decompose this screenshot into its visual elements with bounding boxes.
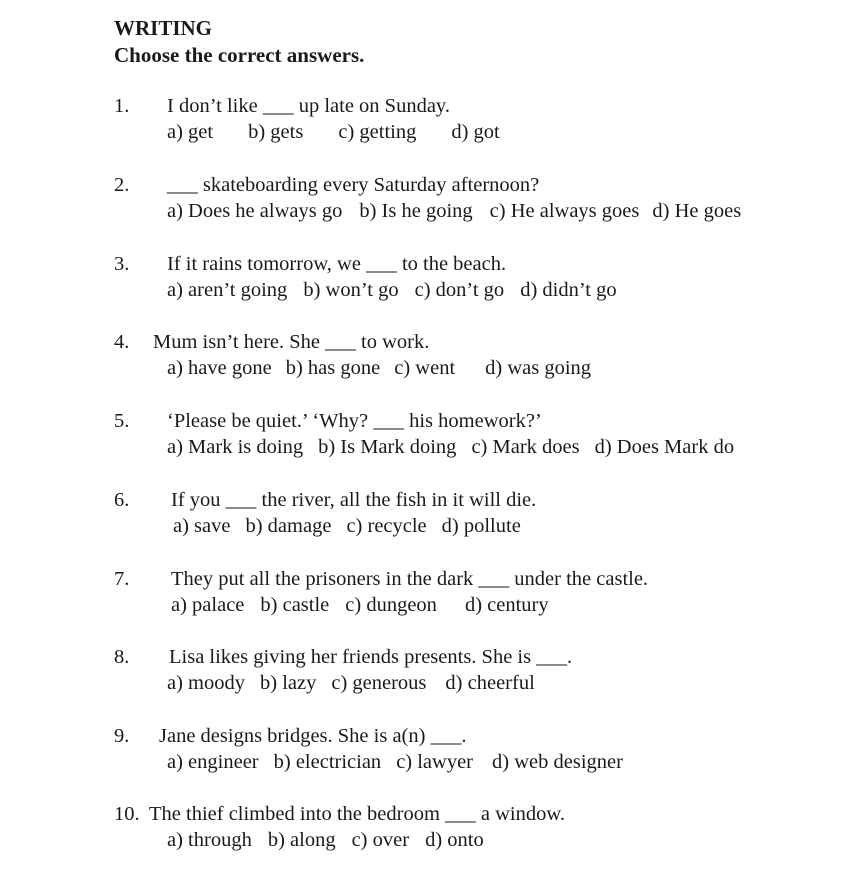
question-3 bbox=[0, 254, 854, 314]
question-text: If you ___ the river, all the fish in it will die. bbox=[171, 489, 537, 511]
option-c[interactable]: c) went bbox=[394, 357, 456, 379]
option-a[interactable]: a) get bbox=[167, 121, 214, 143]
option-c[interactable]: c) generous bbox=[331, 672, 427, 694]
question-4 bbox=[0, 332, 854, 392]
question-text: ‘Please be quiet.’ ‘Why? ___ his homework?’ bbox=[167, 410, 542, 432]
option-d[interactable]: d) cheerful bbox=[445, 672, 535, 694]
question-number: 10. bbox=[114, 803, 140, 825]
option-b[interactable]: b) Is Mark doing bbox=[318, 436, 457, 458]
option-c[interactable]: c) dungeon bbox=[345, 594, 437, 616]
question-number: 2. bbox=[114, 174, 130, 196]
option-a[interactable]: a) Does he always go bbox=[167, 200, 343, 222]
answer-options bbox=[167, 752, 623, 773]
option-b[interactable]: b) along bbox=[267, 829, 336, 851]
option-c[interactable]: c) He always goes bbox=[489, 200, 640, 222]
option-b[interactable]: b) damage bbox=[245, 515, 332, 537]
option-d[interactable]: d) He goes bbox=[652, 200, 742, 222]
question-number: 4. bbox=[114, 331, 130, 353]
answer-options bbox=[167, 830, 484, 851]
answer-options bbox=[167, 280, 617, 301]
option-b[interactable]: b) castle bbox=[260, 594, 330, 616]
answer-options bbox=[167, 437, 734, 458]
question-number: 6. bbox=[114, 489, 130, 511]
option-d[interactable]: d) web designer bbox=[492, 751, 623, 773]
option-b[interactable]: b) gets bbox=[248, 121, 304, 143]
question-text: I don’t like ___ up late on Sunday. bbox=[167, 95, 450, 117]
option-a[interactable]: a) save bbox=[173, 515, 231, 537]
option-a[interactable]: a) through bbox=[167, 829, 252, 851]
option-c[interactable]: c) getting bbox=[338, 121, 417, 143]
answer-options bbox=[167, 673, 535, 694]
question-text: They put all the prisoners in the dark ___ under the castle. bbox=[171, 568, 649, 590]
option-c[interactable]: c) over bbox=[351, 829, 410, 851]
option-d[interactable]: d) Does Mark do bbox=[594, 436, 735, 458]
option-b[interactable]: b) electrician bbox=[273, 751, 382, 773]
option-c[interactable]: c) Mark does bbox=[471, 436, 580, 458]
question-5 bbox=[0, 411, 854, 471]
question-text: ___ skateboarding every Saturday afternoon? bbox=[167, 174, 540, 196]
answer-options bbox=[167, 358, 591, 379]
question-7 bbox=[0, 569, 854, 629]
option-d[interactable]: d) pollute bbox=[441, 515, 521, 537]
option-c[interactable]: c) recycle bbox=[346, 515, 427, 537]
question-10 bbox=[0, 804, 854, 864]
question-8 bbox=[0, 647, 854, 707]
question-text: Lisa likes giving her friends presents. She is ___. bbox=[169, 646, 573, 668]
option-a[interactable]: a) have gone bbox=[167, 357, 272, 379]
question-number: 7. bbox=[114, 568, 130, 590]
option-d[interactable]: d) didn’t go bbox=[520, 279, 617, 301]
option-d[interactable]: d) onto bbox=[425, 829, 484, 851]
instructions: Choose the correct answers. bbox=[114, 43, 365, 67]
question-number: 1. bbox=[114, 95, 130, 117]
option-b[interactable]: b) lazy bbox=[260, 672, 317, 694]
option-d[interactable]: d) was going bbox=[485, 357, 592, 379]
question-number: 5. bbox=[114, 410, 130, 432]
answer-options bbox=[167, 201, 741, 222]
section-title: WRITING bbox=[114, 16, 213, 40]
option-d[interactable]: d) got bbox=[451, 121, 500, 143]
question-text: If it rains tomorrow, we ___ to the beach. bbox=[167, 253, 507, 275]
option-c[interactable]: c) don’t go bbox=[414, 279, 505, 301]
option-a[interactable]: a) palace bbox=[171, 594, 245, 616]
question-number: 3. bbox=[114, 253, 130, 275]
answer-options bbox=[171, 595, 549, 616]
answer-options bbox=[167, 122, 500, 143]
option-b[interactable]: b) won’t go bbox=[303, 279, 399, 301]
option-c[interactable]: c) lawyer bbox=[396, 751, 474, 773]
option-a[interactable]: a) moody bbox=[167, 672, 245, 694]
question-number: 8. bbox=[114, 646, 130, 668]
answer-options bbox=[173, 516, 521, 537]
question-text: The thief climbed into the bedroom ___ a window. bbox=[149, 803, 565, 825]
question-2 bbox=[0, 175, 854, 235]
question-number: 9. bbox=[114, 725, 130, 747]
option-a[interactable]: a) aren’t going bbox=[167, 279, 288, 301]
option-a[interactable]: a) Mark is doing bbox=[167, 436, 304, 458]
option-b[interactable]: b) Is he going bbox=[359, 200, 473, 222]
question-6 bbox=[0, 490, 854, 550]
option-b[interactable]: b) has gone bbox=[285, 357, 381, 379]
question-text: Mum isn’t here. She ___ to work. bbox=[153, 331, 430, 353]
question-1 bbox=[0, 96, 854, 156]
question-9 bbox=[0, 726, 854, 786]
option-d[interactable]: d) century bbox=[464, 594, 549, 616]
option-a[interactable]: a) engineer bbox=[167, 751, 259, 773]
question-text: Jane designs bridges. She is a(n) ___. bbox=[159, 725, 467, 747]
